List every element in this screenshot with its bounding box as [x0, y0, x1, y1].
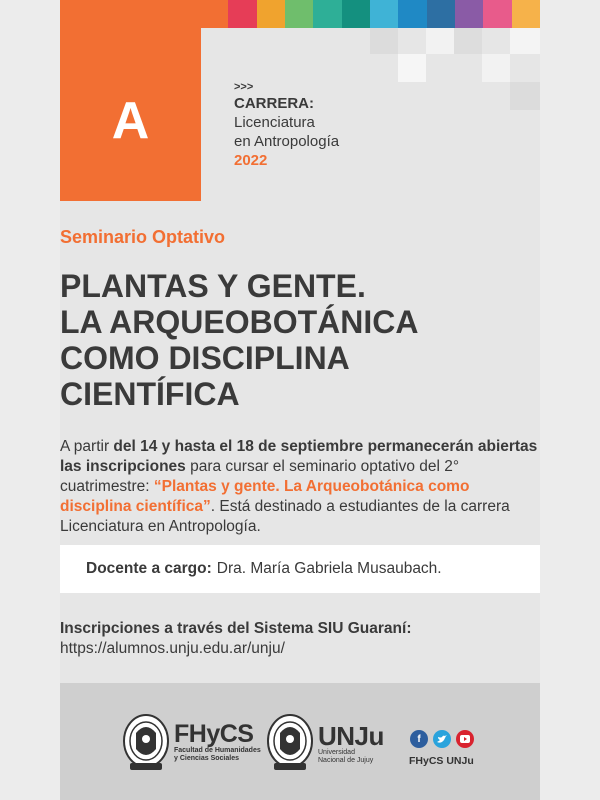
decor-pixel: [370, 28, 398, 54]
enrollment-label: Inscripciones a través del Sistema SIU Guaraní:: [60, 620, 412, 637]
unju-seal-logo: [266, 713, 314, 773]
unju-subtitle: Nacional de Jujuy: [318, 757, 374, 764]
unju-name: UNJu: [318, 721, 384, 751]
teacher-name: Dra. María Gabriela Musaubach.: [216, 560, 442, 577]
body-dates: del 14 y hasta el 18 de septiembre permanecerán abiertas las inscripciones: [60, 438, 538, 475]
fhycs-brand: [174, 721, 261, 763]
decor-pixel: [398, 54, 426, 82]
title-line: LA ARQUEOBOTÁNICA: [60, 304, 419, 340]
seminar-type: Seminario Optativo: [60, 227, 226, 247]
description-paragraph: [60, 437, 542, 537]
footer: [60, 683, 540, 800]
title-line: COMO DISCIPLINA: [60, 340, 350, 376]
decor-pixel: [510, 82, 540, 110]
career-letter-badge: [60, 0, 201, 201]
fhycs-name: FHyCS: [174, 720, 254, 748]
teacher-label: Docente a cargo:: [86, 560, 212, 577]
facebook-icon[interactable]: f: [410, 730, 428, 748]
title-line: PLANTAS Y GENTE.: [60, 268, 366, 304]
unju-subtitle: Universidad: [318, 749, 355, 756]
twitter-icon[interactable]: [433, 730, 451, 748]
career-label: CARRERA:: [234, 95, 314, 112]
career-name-line2: en Antropología: [234, 133, 340, 150]
teacher-box: [60, 545, 540, 593]
page-title: [60, 268, 540, 412]
decor-pixel: [426, 28, 454, 54]
fhycs-seal-logo: [122, 713, 170, 773]
decor-pixel: [454, 28, 482, 54]
career-info: [234, 80, 339, 170]
enrollment-link[interactable]: https://alumnos.unju.edu.ar/unju/: [60, 640, 285, 657]
social-handle: FHyCS UNJu: [409, 755, 474, 767]
color-stripes: [200, 0, 540, 28]
decor-pixel: [510, 28, 540, 54]
career-year: 2022: [234, 152, 268, 169]
title-line: CIENTÍFICA: [60, 376, 240, 412]
seminar-quote: “Plantas y gente. La Arqueobotánica como disciplina científica”: [60, 478, 470, 515]
career-name-line1: Licenciatura: [234, 114, 315, 131]
badge-letter: A: [111, 91, 150, 150]
unju-brand: [318, 723, 384, 765]
body-text: . Está destinado a estudiantes de la carrera Licenciatura en Antropología.: [60, 498, 510, 535]
fhycs-subtitle: Facultad de Humanidades: [174, 747, 261, 754]
social-links: [410, 730, 474, 748]
fhycs-subtitle: y Ciencias Sociales: [174, 755, 239, 762]
career-arrows: >>>: [234, 81, 254, 93]
body-text: A partir: [60, 438, 114, 455]
decor-pixel: [482, 54, 510, 82]
enrollment-info: [60, 619, 411, 659]
youtube-icon[interactable]: [456, 730, 474, 748]
body-text: para cursar el seminario optativo del 2° cuatrimestre:: [60, 458, 460, 495]
